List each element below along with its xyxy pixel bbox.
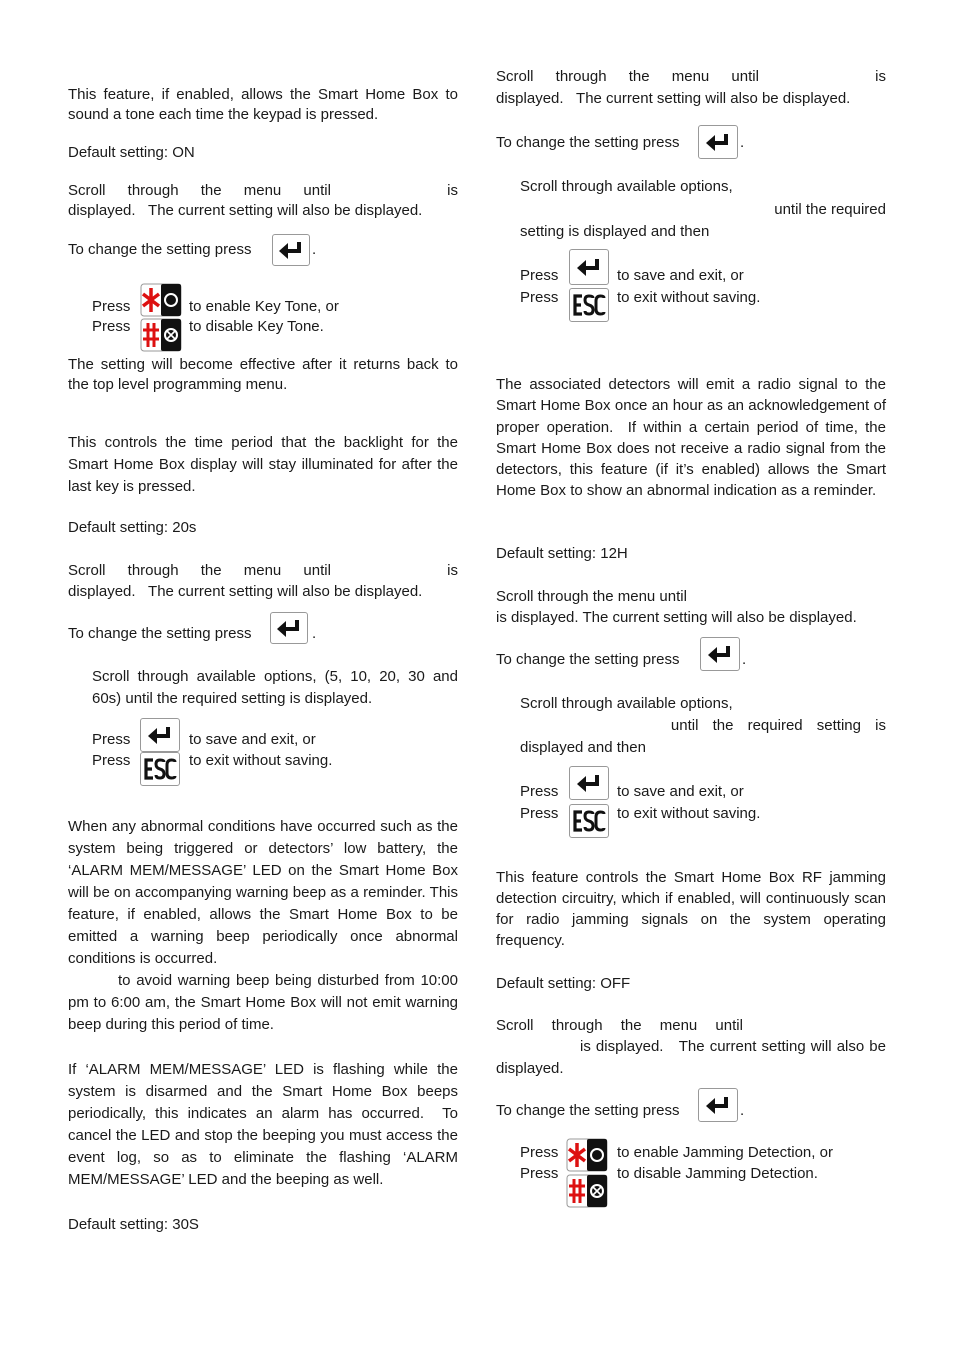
top-options-b: until the required [774, 201, 886, 218]
enter-key-button[interactable] [700, 637, 740, 671]
keytone-scroll-line [68, 181, 458, 201]
keytone-change-label: To change the setting press [68, 241, 252, 258]
save-exit-label: to save and exit, or [617, 267, 744, 284]
keytone-effective-note: The setting will become effective after it returns back to the top level programming menu. [68, 356, 458, 393]
jamming-intro: This feature controls the Smart Home Box RF jamming detection circuitry, which if enabled, will continuously scan for radio jamming signals on the system operating frequency. [496, 869, 886, 949]
beep-default: Default setting: 30S [68, 1216, 199, 1233]
backlight-intro: This controls the time period that the backlight for the Smart Home Box display will stay illuminated for after the last key is pressed. [68, 434, 458, 495]
keytone-scroll-text: Scroll through the menu until [68, 182, 331, 199]
enter-key-button[interactable] [569, 766, 609, 800]
supervision-options-a: Scroll through available options, [520, 695, 733, 712]
top-change-label: To change the setting press [496, 134, 680, 151]
disable-jamming-label: to disable Jamming Detection. [617, 1165, 818, 1182]
enter-key-icon [146, 725, 174, 745]
right-column [496, 0, 886, 1350]
backlight-change-label: To change the setting press [68, 625, 252, 642]
exit-no-save-label: to exit without saving. [617, 805, 761, 822]
supervision-change-label: To change the setting press [496, 651, 680, 668]
backlight-scroll-line [68, 560, 458, 582]
esc-key-button[interactable] [569, 804, 609, 838]
top-options-c: setting is displayed and then [520, 223, 710, 240]
hash-key-button[interactable] [140, 318, 182, 352]
enter-key-icon [575, 773, 603, 793]
press-label: Press [92, 752, 131, 769]
hash-key-icon [140, 318, 182, 352]
keytone-scroll-tail: displayed. The current setting will also be displayed. [68, 202, 423, 219]
enter-key-button[interactable] [140, 718, 180, 752]
press-label: Press [520, 1144, 559, 1161]
exit-no-save-label: to exit without saving. [617, 289, 761, 306]
enter-key-button[interactable] [698, 125, 738, 159]
enter-key-icon [704, 1095, 732, 1115]
period: . [740, 134, 745, 151]
press-label: Press [92, 298, 131, 315]
hash-key-icon [566, 1173, 608, 1209]
backlight-scroll-text: Scroll through the menu until [68, 562, 331, 579]
backlight-scroll-tail: displayed. The current setting will also be displayed. [68, 583, 423, 600]
exit-no-save-label: to exit without saving. [189, 752, 333, 769]
star-key-icon [140, 283, 182, 317]
enable-keytone-label: to enable Key Tone, or [189, 298, 339, 315]
supervision-scroll-tail: is displayed. The current setting will also be displayed. [496, 609, 857, 626]
enter-key-button[interactable] [569, 249, 609, 285]
backlight-scroll-is: is [447, 562, 458, 579]
period: . [312, 241, 317, 258]
top-scroll-is: is [875, 68, 886, 85]
enter-key-icon [575, 257, 603, 277]
esc-key-button[interactable] [140, 752, 180, 786]
backlight-default: Default setting: 20s [68, 519, 197, 536]
press-label: Press [520, 289, 559, 306]
jamming-scroll-tail: is displayed. The current setting will also be displayed. [496, 1038, 886, 1077]
press-label: Press [520, 783, 559, 800]
save-exit-label: to save and exit, or [617, 783, 744, 800]
enter-key-button[interactable] [698, 1088, 738, 1122]
jamming-default: Default setting: OFF [496, 975, 631, 992]
star-key-icon [566, 1137, 608, 1173]
hash-key-button[interactable] [566, 1173, 608, 1209]
star-key-button[interactable] [566, 1137, 608, 1173]
jamming-change-label: To change the setting press [496, 1102, 680, 1119]
keytone-intro: This feature, if enabled, allows the Smart Home Box to sound a tone each time the keypad is pressed. [68, 86, 458, 123]
esc-key-icon [143, 757, 177, 781]
supervision-scroll-text: Scroll through the menu until [496, 588, 687, 605]
supervision-options-b: until the required setting is [670, 717, 886, 734]
press-label: Press [520, 805, 559, 822]
esc-key-icon [572, 809, 606, 833]
top-scroll-line [496, 66, 886, 88]
supervision-intro: The associated detectors will emit a radio signal to the Smart Home Box once an hour as an acknowledgement of proper operation. If within a certain period of time, the Smart Home Box does not receive a radio signal from the detectors, this feature (if it’s enabled) allows the Smart Home Box to show an abnormal indication as a reminder. [496, 376, 886, 500]
esc-key-button[interactable] [569, 288, 609, 322]
enter-key-icon [706, 644, 734, 664]
press-label: Press [92, 731, 131, 748]
backlight-options: Scroll through available options, (5, 10, 20, 30 and 60s) until the required setting is displayed. [92, 668, 458, 707]
jamming-scroll-text: Scroll through the menu until [496, 1017, 743, 1034]
period: . [740, 1102, 745, 1119]
enter-key-icon [277, 240, 305, 260]
top-scroll-text: Scroll through the menu until [496, 68, 759, 85]
beep-intro: When any abnormal conditions have occurred such as the system being triggered or detectors’ low battery, the ‘ALARM MEM/MESSAGE’ LED on the Smart Home Box will be on accompanying warning beep as a reminder. This feature, if enabled, allows the Smart Home Box to be emitted a warning beep periodically once abnormal conditions is occurred. [68, 818, 458, 967]
period: . [742, 651, 747, 668]
top-options-a: Scroll through available options, [520, 178, 733, 195]
keytone-scroll-is: is [447, 182, 458, 199]
left-column [68, 0, 458, 1350]
keytone-default: Default setting: ON [68, 144, 195, 161]
beep-note: to avoid warning beep being disturbed from 10:00 pm to 6:00 am, the Smart Home Box will not emit warning beep during this period of time. [68, 972, 458, 1033]
beep-flashing-note: If ‘ALARM MEM/MESSAGE’ LED is flashing while the system is disarmed and the Smart Home Box beeps periodically, this indicates an alarm has occurred. To cancel the LED and stop the beeping you must access the event log, so as to eliminate the flashing ‘ALARM MEM/MESSAGE’ LED and the beeping as well. [68, 1061, 458, 1188]
press-label: Press [520, 1165, 559, 1182]
enter-key-button[interactable] [272, 234, 310, 266]
disable-keytone-label: to disable Key Tone. [189, 318, 324, 335]
enter-key-button[interactable] [270, 612, 308, 644]
top-scroll-tail: displayed. The current setting will also be displayed. [496, 90, 851, 107]
supervision-options-c: displayed and then [520, 739, 646, 756]
period: . [312, 625, 317, 642]
press-label: Press [92, 318, 131, 335]
enable-jamming-label: to enable Jamming Detection, or [617, 1144, 833, 1161]
save-exit-label: to save and exit, or [189, 731, 316, 748]
enter-key-icon [704, 132, 732, 152]
star-key-button[interactable] [140, 283, 182, 317]
supervision-default: Default setting: 12H [496, 545, 628, 562]
enter-key-icon [275, 618, 303, 638]
esc-key-icon [572, 293, 606, 317]
press-label: Press [520, 267, 559, 284]
